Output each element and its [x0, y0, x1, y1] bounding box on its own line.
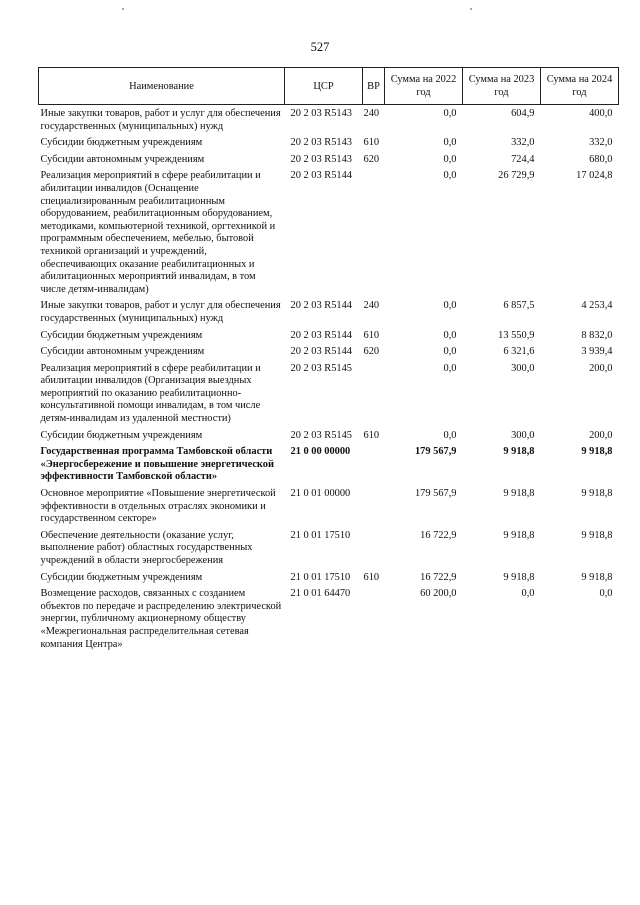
row-name-cell: Обеспечение деятельности (оказание услуг, выполнение работ) областных государственных учреждений в области энергосбережения — [40, 529, 253, 566]
row-sum-2024-cell: 400,0 — [589, 108, 613, 119]
row-csr-cell: 20 2 03 R5144 — [290, 346, 352, 358]
row-sum-2023-cell: 26 729,9 — [498, 170, 535, 182]
row-sum-2023-cell: 724,4 — [511, 153, 535, 165]
table-row — [39, 154, 619, 171]
row-sum-2022-cell: 0,0 — [443, 137, 457, 149]
row-name-cell: Субсидии бюджетным учреждениям — [40, 429, 203, 441]
row-sum-2024-cell: 4 253,4 — [581, 300, 613, 312]
row-name-cell: Возмещение расходов, связанных с созданием объектов по передаче и распределению электрической энергии, публичному акционерному обществу «Межрегиональная распределительная сетевая компания Центра» — [40, 588, 282, 650]
row-vr-cell — [363, 363, 385, 430]
row-sum-2023-cell: 0,0 — [521, 588, 535, 600]
row-vr-cell: 240 — [363, 300, 380, 312]
row-sum-2022-cell: 0,0 — [443, 329, 457, 341]
row-vr-cell: 610 — [363, 329, 380, 341]
row-sum-2024-cell: 680,0 — [589, 153, 613, 165]
row-sum-2024-cell: 9 918,8 — [581, 446, 613, 458]
row-csr-cell: 20 2 03 R5143 — [290, 108, 352, 119]
header-csr: ЦСР — [285, 68, 363, 105]
row-sum-2022-cell: 16 722,9 — [420, 529, 457, 541]
row-sum-2023-cell: 9 918,8 — [503, 446, 535, 458]
row-csr-cell: 20 2 03 R5144 — [290, 170, 352, 182]
header-name: Наименование — [39, 68, 285, 105]
row-sum-2023-cell: 9 918,8 — [503, 488, 535, 500]
row-sum-2024-cell: 9 918,8 — [581, 529, 613, 541]
budget-table — [38, 67, 619, 655]
row-vr-cell: 610 — [363, 137, 380, 149]
table-row — [39, 363, 619, 430]
row-name-cell: Субсидии автономным учреждениям — [40, 346, 205, 358]
row-name-cell: Иные закупки товаров, работ и услуг для обеспечения государственных (муниципальных) нужд — [40, 300, 281, 324]
row-csr-cell: 20 2 03 R5145 — [290, 362, 352, 374]
row-csr-cell: 20 2 03 R5144 — [290, 300, 352, 312]
row-sum-2024-cell: 3 939,4 — [581, 346, 613, 358]
table-header-row — [39, 68, 619, 105]
row-csr-cell: 21 0 01 17510 — [290, 571, 351, 583]
row-sum-2024-cell: 9 918,8 — [581, 571, 613, 583]
row-sum-2024-cell: 200,0 — [589, 362, 613, 374]
row-vr-cell — [363, 588, 385, 655]
row-sum-2022-cell: 179 567,9 — [414, 446, 457, 458]
row-vr-cell: 240 — [363, 108, 380, 119]
table-row — [39, 346, 619, 363]
row-sum-2022-cell: 0,0 — [443, 429, 457, 441]
row-sum-2023-cell: 9 918,8 — [503, 571, 535, 583]
table-row — [39, 446, 619, 488]
row-csr-cell: 21 0 01 00000 — [290, 488, 351, 500]
row-vr-cell: 610 — [363, 571, 380, 583]
row-sum-2023-cell: 332,0 — [511, 137, 535, 149]
row-csr-cell: 20 2 03 R5143 — [290, 153, 352, 165]
header-sum-2022: Сумма на 2022 год — [385, 68, 463, 105]
page-number: 527 — [310, 40, 330, 54]
row-sum-2022-cell: 0,0 — [443, 362, 457, 374]
row-sum-2023-cell: 300,0 — [511, 429, 535, 441]
row-csr-cell: 20 2 03 R5144 — [290, 329, 352, 341]
row-sum-2022-cell: 0,0 — [443, 153, 457, 165]
row-name-cell: Иные закупки товаров, работ и услуг для обеспечения государственных (муниципальных) нужд — [40, 108, 281, 132]
table-row — [39, 572, 619, 589]
table-row — [39, 330, 619, 347]
scan-speck — [470, 8, 472, 10]
row-sum-2024-cell: 9 918,8 — [581, 488, 613, 500]
row-vr-cell: 620 — [363, 153, 380, 165]
row-sum-2022-cell: 179 567,9 — [414, 488, 457, 500]
row-sum-2023-cell: 604,9 — [511, 108, 535, 119]
row-name-cell: Реализация мероприятий в сфере реабилитации и абилитации инвалидов (Оснащение специализированным реабилитационным оборудованием, реабилитационным оборудованием, методиками, компьютерной техникой, оргтехникой и программным обеспечением, мебелью, бытовой техникой организаций и учреждений, обеспечивающих оказание реабилитационных и абилитационных мероприятий инвалидам, в том числе детям-инвалидам) — [40, 170, 276, 295]
header-vr: ВР — [363, 68, 385, 105]
scan-speck — [122, 8, 124, 10]
row-csr-cell: 20 2 03 R5143 — [290, 137, 352, 149]
row-name-cell: Государственная программа Тамбовской области «Энергосбережение и повышение энергетической эффективности Тамбовской области» — [40, 446, 274, 483]
row-sum-2023-cell: 9 918,8 — [503, 529, 535, 541]
row-sum-2024-cell: 0,0 — [599, 588, 613, 600]
row-sum-2022-cell: 16 722,9 — [420, 571, 457, 583]
row-sum-2024-cell: 200,0 — [589, 429, 613, 441]
row-sum-2024-cell: 332,0 — [589, 137, 613, 149]
table-row — [39, 530, 619, 572]
row-sum-2022-cell: 60 200,0 — [420, 588, 457, 600]
row-name-cell: Субсидии бюджетным учреждениям — [40, 571, 203, 583]
row-sum-2022-cell: 0,0 — [443, 170, 457, 182]
table-row — [39, 488, 619, 530]
row-name-cell: Субсидии бюджетным учреждениям — [40, 329, 203, 341]
row-sum-2022-cell: 0,0 — [443, 300, 457, 312]
row-sum-2022-cell: 0,0 — [443, 108, 457, 119]
row-vr-cell: 610 — [363, 429, 380, 441]
row-sum-2023-cell: 300,0 — [511, 362, 535, 374]
row-csr-cell: 21 0 01 17510 — [290, 529, 351, 541]
table-row — [39, 170, 619, 300]
row-vr-cell — [363, 530, 385, 572]
row-name-cell: Основное мероприятие «Повышение энергетической эффективности в отдельных отраслях экономики и государственном секторе» — [40, 488, 276, 525]
row-sum-2024-cell: 17 024,8 — [576, 170, 613, 182]
table-row — [39, 137, 619, 154]
row-csr-cell: 20 2 03 R5145 — [290, 429, 352, 441]
header-sum-2023: Сумма на 2023 год — [463, 68, 541, 105]
row-vr-cell — [363, 446, 385, 488]
row-sum-2024-cell: 8 832,0 — [581, 329, 613, 341]
row-vr-cell: 620 — [363, 346, 380, 358]
row-sum-2022-cell: 0,0 — [443, 346, 457, 358]
row-name-cell: Субсидии бюджетным учреждениям — [40, 137, 203, 149]
table-row — [39, 588, 619, 655]
row-csr-cell: 21 0 00 00000 — [290, 446, 351, 458]
header-sum-2024: Сумма на 2024 год — [541, 68, 619, 105]
table-row — [39, 430, 619, 447]
row-sum-2023-cell: 6 321,6 — [503, 346, 535, 358]
table-row — [39, 300, 619, 329]
row-csr-cell: 21 0 01 64470 — [290, 588, 351, 600]
row-name-cell: Субсидии автономным учреждениям — [40, 153, 205, 165]
table-row — [39, 105, 619, 138]
row-sum-2023-cell: 6 857,5 — [503, 300, 535, 312]
row-vr-cell — [363, 170, 385, 300]
row-sum-2023-cell: 13 550,9 — [498, 329, 535, 341]
table-body — [39, 105, 619, 656]
row-vr-cell — [363, 488, 385, 530]
row-name-cell: Реализация мероприятий в сфере реабилитации и абилитации инвалидов (Организация выездных мероприятий по оказанию реабилитационно-консультативной помощи инвалидам, в том числе детям-инвалидам из удаленной местности) — [40, 362, 261, 425]
